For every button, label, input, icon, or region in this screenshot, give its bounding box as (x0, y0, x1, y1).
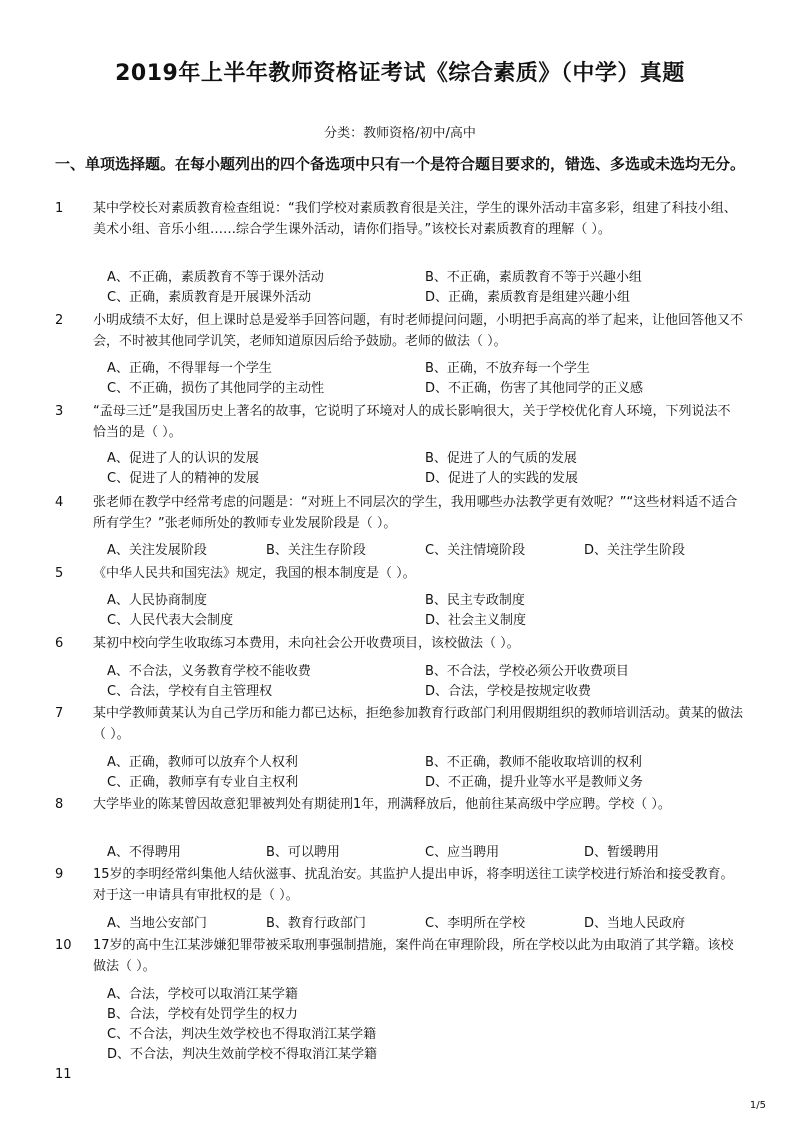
option-b: B、不合法，学校必须公开收费项目 (425, 664, 629, 679)
option-d: D、正确，素质教育是组建兴趣小组 (425, 290, 631, 305)
option-c: C、关注情境阶段 (425, 543, 526, 558)
option-c: C、合法，学校有自主管理权 (107, 684, 273, 699)
question-text: 某中学教师黄某认为自己学历和能力都已达标，拒绝参加教育行政部门利用假期组织的教师培训活动。黄某的做法（ ）。 (93, 706, 744, 742)
option-c: C、不正确，损伤了其他同学的主动性 (107, 381, 325, 396)
question-number: 4 (55, 495, 64, 510)
option-a: A、关注发展阶段 (107, 543, 207, 558)
question-text: 大学毕业的陈某曾因故意犯罪被判处有期徒刑1年，刑满释放后，他前往某高级中学应聘。学校（ ）。 (93, 797, 671, 812)
question-number: 7 (55, 706, 64, 721)
option-c: C、正确，素质教育是开展课外活动 (107, 290, 312, 305)
option-d: D、合法，学校是按规定收费 (425, 684, 592, 699)
option-a: A、不合法，义务教育学校不能收费 (107, 664, 311, 679)
option-b: B、不正确，教师不能收取培训的权利 (425, 755, 642, 770)
option-c: C、不合法，判决生效学校也不得取消江某学籍 (107, 1027, 377, 1042)
page-number: 1/5 (749, 1100, 766, 1111)
option-b: B、可以聘用 (266, 845, 340, 860)
question-text: 张老师在教学中经常考虑的问题是：“对班上不同层次的学生，我用哪些办法教学更有效呢？”“这些材料适不适合所有学生？”张老师所处的教师专业发展阶段是（ ）。 (93, 495, 738, 531)
question-number: 8 (55, 797, 64, 812)
option-b: B、不正确，素质教育不等于兴趣小组 (425, 270, 642, 285)
question-number: 9 (55, 867, 64, 882)
section-header: 一、单项选择题。在每小题列出的四个备选项中只有一个是符合题目要求的，错选、多选或未选均无分。 (55, 155, 746, 173)
option-a: A、人民协商制度 (107, 593, 207, 608)
option-d: D、不正确，提升业等水平是教师义务 (425, 775, 644, 790)
option-b: B、正确，不放弃每一个学生 (425, 361, 590, 376)
question-number: 2 (55, 313, 64, 328)
option-a: A、正确，教师可以放弃个人权利 (107, 755, 298, 770)
option-b: B、民主专政制度 (425, 593, 525, 608)
option-d: D、不正确，伤害了其他同学的正义感 (425, 381, 644, 396)
option-c: C、人民代表大会制度 (107, 613, 234, 628)
question-number: 6 (55, 636, 64, 651)
option-a: A、促进了人的认识的发展 (107, 451, 259, 466)
option-d: D、暂缓聘用 (584, 845, 660, 860)
question-number-next: 11 (55, 1067, 72, 1082)
question-text: 小明成绩不太好，但上课时总是爱举手回答问题，有时老师提问问题，小明把手高高的举了起来，让他回答他又不会，不时被其他同学讥笑，老师知道原因后给予鼓励。老师的做法（ ）。 (93, 313, 744, 349)
option-d: D、社会主义制度 (425, 613, 527, 628)
question-text: 某初中校向学生收取练习本费用，未向社会公开收费项目，该校做法（ ）。 (93, 636, 520, 651)
option-a: A、当地公安部门 (107, 916, 207, 931)
question-number: 3 (55, 404, 64, 419)
option-c: C、促进了人的精神的发展 (107, 471, 260, 486)
question-number: 5 (55, 566, 64, 581)
question-text: 《中华人民共和国宪法》规定，我国的根本制度是（ ）。 (93, 566, 416, 581)
question-text: 17岁的高中生江某涉嫌犯罪带被采取刑事强制措施，案件尚在审理阶段，所在学校以此为由取消了其学籍。该校做法（ ）。 (93, 938, 734, 974)
option-a: A、合法，学校可以取消江某学籍 (107, 987, 298, 1002)
option-a: A、正确，不得罪每一个学生 (107, 361, 272, 376)
question-text: 15岁的李明经常纠集他人结伙滋事、扰乱治安。其监护人提出申诉，将李明送往工读学校进行矫治和接受教育。对于这一申请具有审批权的是（ ）。 (93, 867, 734, 903)
option-b: B、教育行政部门 (266, 916, 366, 931)
question-text: “孟母三迁”是我国历史上著名的故事，它说明了环境对人的成长影响很大，关于学校优化育人环境，下列说法不恰当的是（ ）。 (93, 404, 731, 440)
option-a: A、不得聘用 (107, 845, 181, 860)
option-a: A、不正确，素质教育不等于课外活动 (107, 270, 324, 285)
option-d: D、促进了人的实践的发展 (425, 471, 579, 486)
question-text: 某中学校长对素质教育检查组说：“我们学校对素质教育很是关注，学生的课外活动丰富多彩，组建了科技小组、美术小组、音乐小组……综合学生课外活动，请你们指导。”该校长对素质教育的理解（ ）。 (93, 201, 737, 237)
option-d: D、不合法，判决生效前学校不得取消江某学籍 (107, 1047, 378, 1062)
question-number: 10 (55, 938, 72, 953)
question-number: 1 (55, 201, 64, 216)
page-title: 2019年上半年教师资格证考试《综合素质》（中学）真题 (115, 61, 685, 86)
option-b: B、合法，学校有处罚学生的权力 (107, 1007, 298, 1022)
option-c: C、正确，教师享有专业自主权利 (107, 775, 299, 790)
option-c: C、李明所在学校 (425, 916, 526, 931)
option-d: D、当地人民政府 (584, 916, 686, 931)
option-c: C、应当聘用 (425, 845, 500, 860)
category-label: 分类：教师资格/初中/高中 (324, 126, 476, 141)
option-b: B、促进了人的气质的发展 (425, 451, 577, 466)
option-b: B、关注生存阶段 (266, 543, 366, 558)
option-d: D、关注学生阶段 (584, 543, 686, 558)
